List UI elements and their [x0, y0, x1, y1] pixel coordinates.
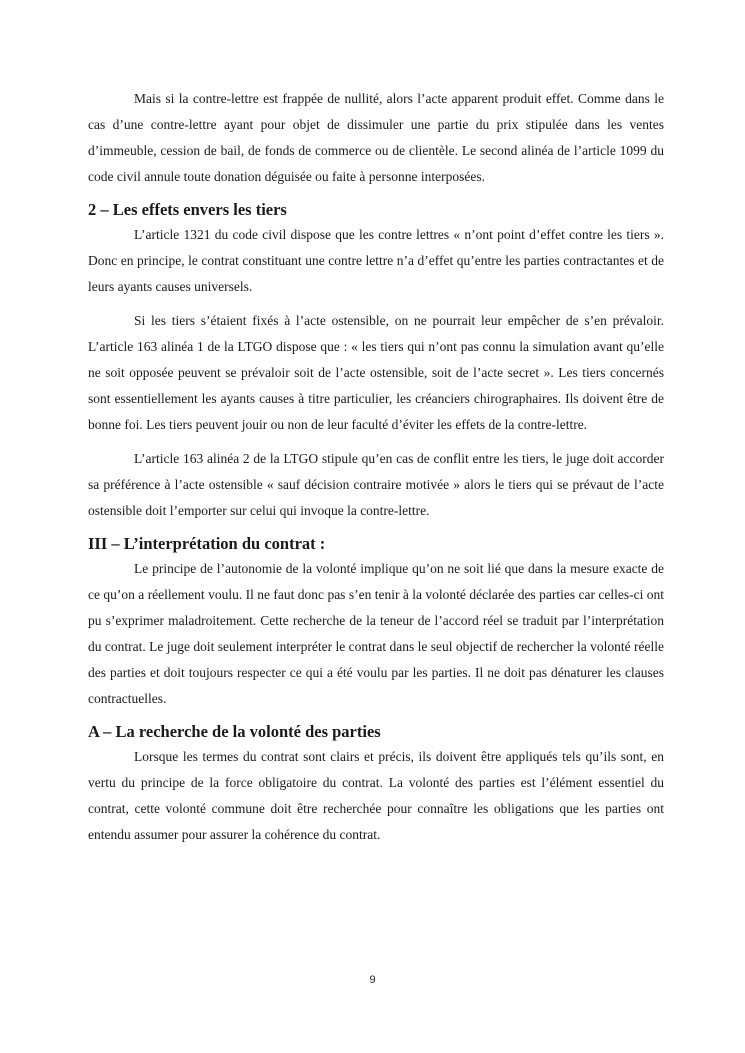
heading-interpretation-contrat: III – L’interprétation du contrat : [88, 534, 326, 553]
page-number: 9 [369, 974, 376, 986]
paragraph-article-163-al1: Si les tiers s’étaient fixés à l’acte ostensible, on ne pourrait leur empêcher de s’en prévaloir. L’article 163 alinéa 1 de la LTGO dispose que : « les tiers qui n’ont pas connu la simulation avant qu’elle ne soit opposée peuvent se prévaloir soit de l’acte ostensible, soit de l’acte secret ». Les tiers concernés sont essentiellement les ayants causes à titre particulier, les créanciers chirographaires. Ils doivent être de bonne foi. Les tiers peuvent jouir ou non de leur faculté d’éviter les effets de la contre-lettre. [88, 313, 664, 432]
paragraph-article-163-al2: L’article 163 alinéa 2 de la LTGO stipule qu’en cas de conflit entre les tiers, le juge doit accorder sa préférence à l’acte ostensible « sauf décision contraire motivée » alors le tiers qui se prévaut de l’acte ostensible doit l’emporter sur celui qui invoque la contre-lettre. [88, 451, 664, 518]
heading-effets-tiers: 2 – Les effets envers les tiers [88, 200, 287, 219]
paragraph-autonomie-volonte: Le principe de l’autonomie de la volonté implique qu’on ne soit lié que dans la mesure exacte de ce qu’on a réellement voulu. Il ne faut donc pas s’en tenir à la volonté déclarée des parties car celles-ci ont pu s’exprimer maladroitement. Cette recherche de la teneur de l’accord réel se traduit par l’interprétation du contrat. Le juge doit seulement interpréter le contrat dans le seul objectif de rechercher la volonté réelle des parties et doit toujours respecter ce qui a été voulu par les parties. Il ne doit pas dénaturer les clauses contractuelles. [88, 561, 664, 706]
heading-recherche-volonte: A – La recherche de la volonté des parties [88, 722, 381, 741]
paragraph-termes-clairs: Lorsque les termes du contrat sont clairs et précis, ils doivent être appliqués tels qu’ils sont, en vertu du principe de la force obligatoire du contrat. La volonté des parties est l’élément essentiel du contrat, cette volonté commune doit être recherchée pour connaître les obligations que les parties ont entendu assumer pour assurer la cohérence du contrat. [88, 749, 664, 842]
page-content [88, 86, 664, 848]
paragraph-nullite-contre-lettre: Mais si la contre-lettre est frappée de nullité, alors l’acte apparent produit effet. Comme dans le cas d’une contre-lettre ayant pour objet de dissimuler une partie du prix stipulée dans les ventes d’immeuble, cession de bail, de fonds de commerce ou de clientèle. Le second alinéa de l’article 1099 du code civil annule toute donation déguisée ou faite à personne interposées. [88, 91, 664, 184]
paragraph-article-1321: L’article 1321 du code civil dispose que les contre lettres « n’ont point d’effet contre les tiers ». Donc en principe, le contrat constituant une contre lettre n’a d’effet qu’entre les parties contractantes et de leurs ayants causes universels. [88, 227, 664, 294]
